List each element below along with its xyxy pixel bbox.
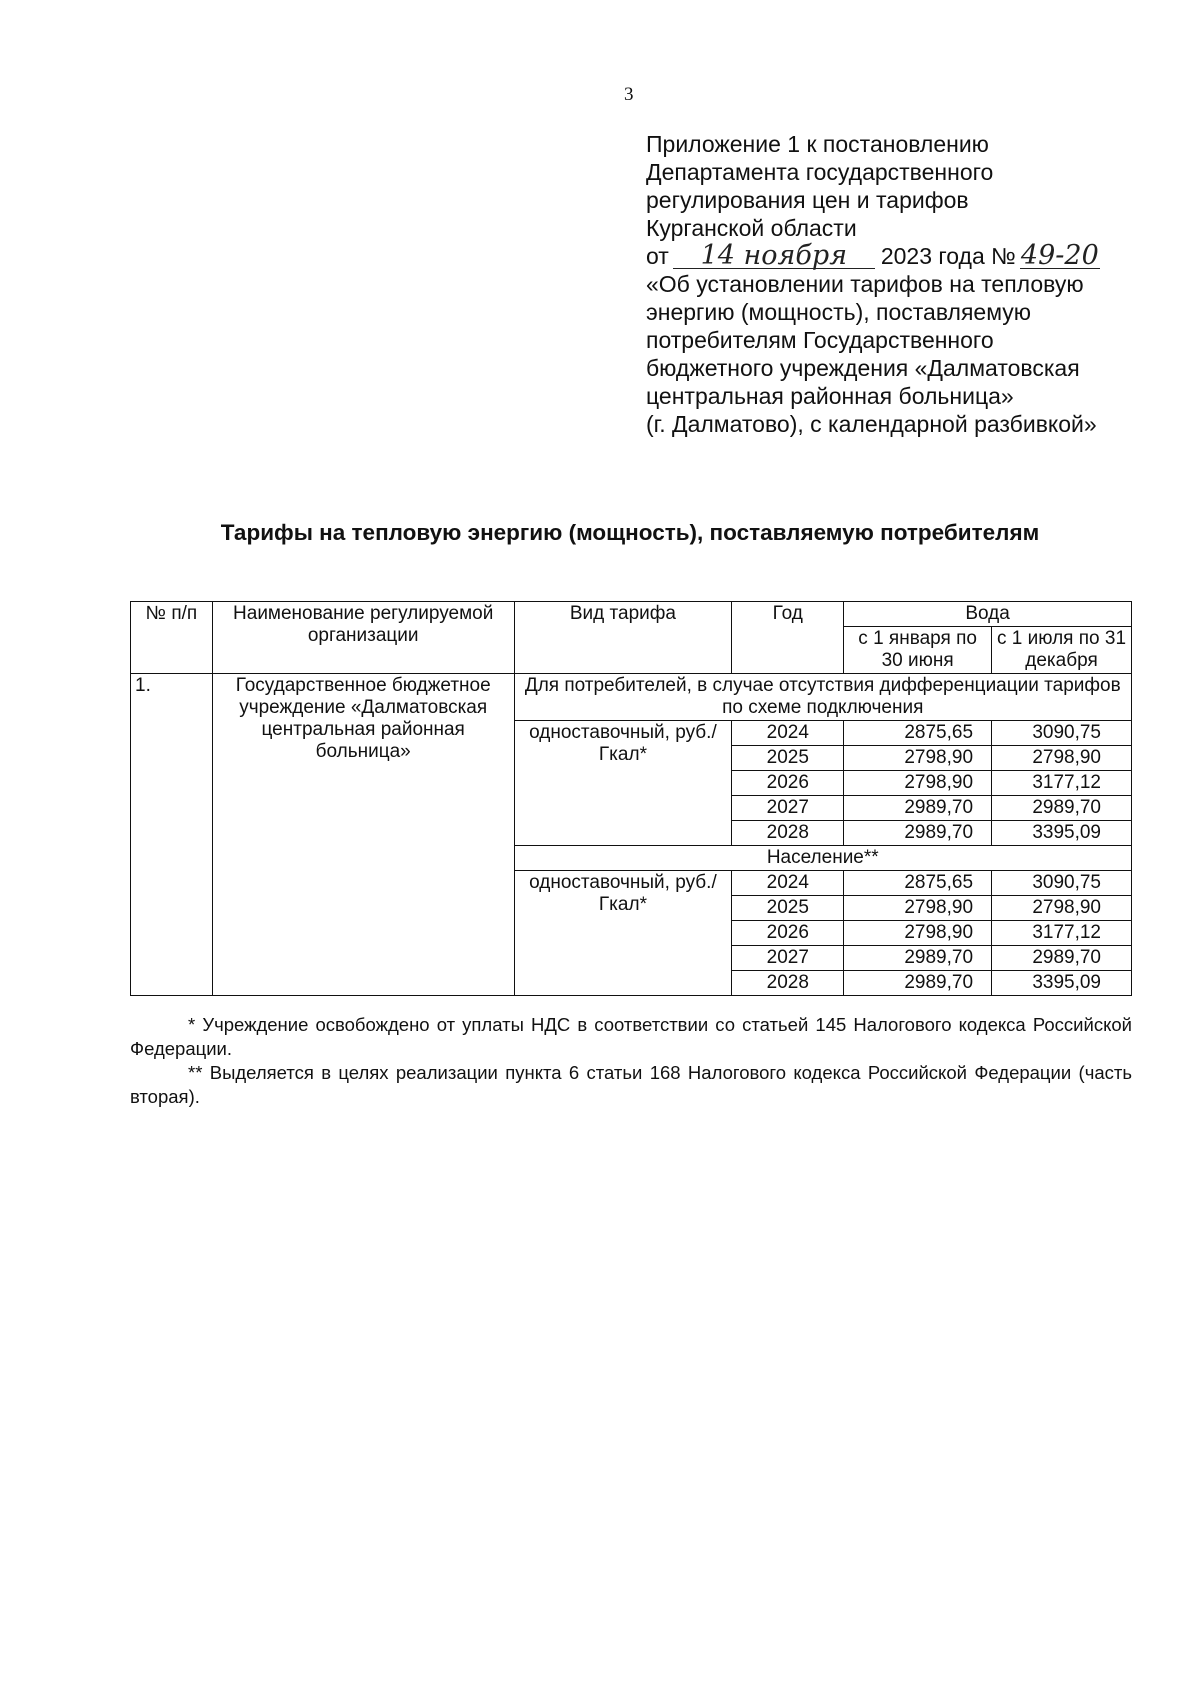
- document-title: Тарифы на тепловую энергию (мощность), поставляемую потребителям: [220, 520, 1040, 545]
- handwritten-number: 49-20: [1020, 240, 1099, 271]
- value-cell: 2989,70: [844, 971, 992, 996]
- tariff-table: [130, 601, 1132, 996]
- value-cell: 2798,90: [844, 921, 992, 946]
- value-cell: 3177,12: [992, 771, 1132, 796]
- appendix-line: регулирования цен и тарифов: [646, 187, 969, 213]
- value-cell: 3090,75: [992, 721, 1132, 746]
- year-cell: 2026: [732, 771, 844, 796]
- header-year: Год: [732, 602, 844, 674]
- appendix-header: [646, 130, 1146, 438]
- year-text: 2023 года №: [880, 243, 1016, 269]
- value-cell: 2989,70: [844, 946, 992, 971]
- year-cell: 2024: [732, 721, 844, 746]
- value-cell: 3395,09: [992, 971, 1132, 996]
- row-number: 1.: [131, 674, 213, 996]
- value-cell: 2875,65: [844, 721, 992, 746]
- appendix-line: «Об установлении тарифов на тепловую: [646, 271, 1084, 297]
- value-cell: 2798,90: [992, 746, 1132, 771]
- header-period-2: с 1 июля по 31 декабря: [992, 627, 1132, 674]
- year-cell: 2027: [732, 796, 844, 821]
- year-cell: 2027: [732, 946, 844, 971]
- value-cell: 2798,90: [992, 896, 1132, 921]
- value-cell: 3090,75: [992, 871, 1132, 896]
- header-num: № п/п: [131, 602, 213, 674]
- group-label: Для потребителей, в случае отсутствия дифференциации тарифов по схеме подключения: [514, 674, 1131, 721]
- year-cell: 2025: [732, 896, 844, 921]
- value-cell: 2989,70: [844, 821, 992, 846]
- footnote: * Учреждение освобождено от уплаты НДС в соответствии со статьей 145 Налогового кодекса Российской Федерации.: [130, 1014, 1132, 1059]
- appendix-line: бюджетного учреждения «Далматовская: [646, 355, 1080, 381]
- tariff-type: одноставочный, руб./Гкал*: [514, 721, 732, 846]
- tariff-type: одноставочный, руб./Гкал*: [514, 871, 732, 996]
- appendix-line: центральная районная больница»: [646, 383, 1014, 409]
- header-org: Наименование регулируемой организации: [212, 602, 514, 674]
- value-cell: 2798,90: [844, 746, 992, 771]
- header-tariff-type: Вид тарифа: [514, 602, 732, 674]
- value-cell: 2798,90: [844, 771, 992, 796]
- appendix-line: Департамента государственного: [646, 159, 994, 185]
- handwritten-date: 14 ноября: [673, 244, 875, 269]
- value-cell: 2989,70: [992, 796, 1132, 821]
- year-cell: 2028: [732, 971, 844, 996]
- value-cell: 3395,09: [992, 821, 1132, 846]
- table-header-row: [131, 602, 1132, 627]
- organization-name: Государственное бюджетное учреждение «Далматовская центральная районная больница»: [212, 674, 514, 996]
- header-period-1: с 1 января по 30 июня: [844, 627, 992, 674]
- appendix-date-line: [646, 242, 1146, 270]
- date-prefix: от: [646, 243, 669, 269]
- footnote: ** Выделяется в целях реализации пункта 6 статьи 168 Налогового кодекса Российской Федерации (часть вторая).: [130, 1062, 1132, 1107]
- appendix-line: энергию (мощность), поставляемую: [646, 299, 1032, 325]
- appendix-line: (г. Далматово), с календарной разбивкой»: [646, 411, 1097, 437]
- value-cell: 2989,70: [992, 946, 1132, 971]
- year-cell: 2028: [732, 821, 844, 846]
- appendix-line: Приложение 1 к постановлению: [646, 131, 989, 157]
- year-cell: 2024: [732, 871, 844, 896]
- value-cell: 2989,70: [844, 796, 992, 821]
- value-cell: 3177,12: [992, 921, 1132, 946]
- year-cell: 2026: [732, 921, 844, 946]
- group-label-row: [131, 674, 1132, 721]
- appendix-line: Курганской области: [646, 215, 857, 241]
- appendix-line: потребителям Государственного: [646, 327, 994, 353]
- year-cell: 2025: [732, 746, 844, 771]
- value-cell: 2798,90: [844, 896, 992, 921]
- header-water: Вода: [844, 602, 1132, 627]
- group-label: Население**: [514, 846, 1131, 871]
- page-number: 3: [624, 84, 634, 105]
- value-cell: 2875,65: [844, 871, 992, 896]
- footnotes: [130, 1013, 1132, 1109]
